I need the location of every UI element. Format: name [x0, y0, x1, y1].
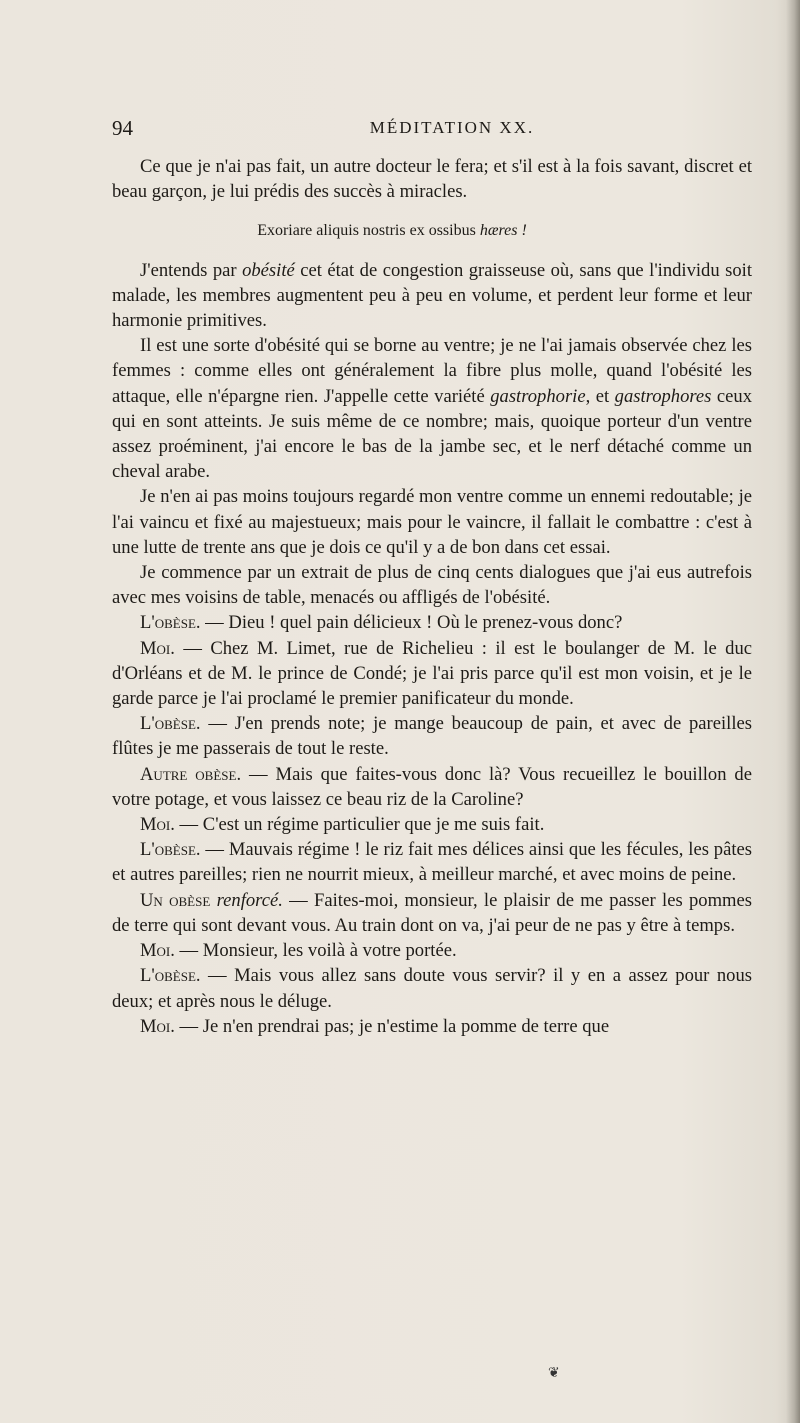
text-run: cet état de congestion graisseuse où, sans que l'individu soit malade, les membres augmentent peu à peu en volume, et perdent leur forme et leur harmonie primitives. [112, 259, 752, 332]
epigraph [112, 218, 752, 243]
dialogue-line [112, 711, 752, 761]
term-gastrophores: gastrophores [614, 385, 712, 407]
speaker: Un obèse [140, 889, 211, 911]
epigraph-text: Exoriare aliquis nostris ex ossibus [257, 222, 480, 240]
speaker: Moi. [140, 940, 175, 962]
text-run: Il est une sorte d'obésité qui se borne au ventre; je ne l'ai jamais observée chez les femmes : comme elles ont généralement la fibre plus molle, quand l'obésité les attaque, elle n'épargne rien. J'appelle cette variété [112, 335, 752, 407]
dialogue-text: — Mauvais régime ! le riz fait mes délices ainsi que les fécules, les pâtes et autres pareilles; rien ne nourrit mieux, à meilleur marché, et avec moins de peine. [112, 839, 752, 886]
term-obesite: obésité [242, 259, 295, 281]
text-run: , et [585, 385, 615, 407]
dialogue-text: — Faites-moi, monsieur, le plaisir de me passer les pommes de terre qui sont devant vous. Au train dont on va, j'ai peur de ne pas y être à temps. [112, 889, 752, 936]
dialogue-text: — C'est un régime particulier que je me suis fait. [174, 814, 545, 836]
speaker: Moi. [140, 637, 175, 659]
epigraph-italic: hæres ! [479, 222, 527, 240]
dialogue-line [112, 636, 752, 712]
text-run: J'entends par [140, 259, 243, 281]
paragraph [112, 258, 752, 334]
body-text [112, 154, 752, 1039]
dialogue-line [112, 762, 752, 812]
text-run: ceux qui en sont atteints. Je suis même de ce nombre; mais, quoique porteur d'un ventre assez proéminent, j'ai encore le bas de la jambe sec, et le nerf détaché comme un cheval arabe. [112, 385, 753, 483]
dialogue-line [112, 963, 752, 1013]
dialogue-line [112, 888, 752, 938]
dialogue-line [112, 837, 752, 887]
speaker: Moi. [140, 814, 175, 836]
page-header [112, 116, 752, 146]
term-gastrophorie: gastrophorie [490, 385, 586, 407]
speaker: L'obèse. [140, 612, 201, 634]
page-edge-shadow [786, 0, 800, 1423]
paragraph: Je commence par un extrait de plus de cinq cents dialogues que j'ai eus autrefois avec mes voisins de table, menacés ou affligés de l'obésité. [112, 562, 752, 609]
dialogue-line [112, 938, 752, 963]
dialogue-line [112, 1014, 752, 1039]
speaker: L'obèse. [140, 839, 201, 861]
speaker-suffix: renforcé. [210, 889, 283, 911]
dialogue-line [112, 812, 752, 837]
dialogue-text: — J'en prends note; je mange beaucoup de pain, et avec de pareilles flûtes je me passerais de tout le reste. [112, 713, 752, 760]
running-head: MÉDITATION XX. [369, 118, 535, 137]
page-number: 94 [112, 116, 133, 140]
dialogue [112, 610, 752, 1038]
dialogue-text: — Mais vous allez sans doute vous servir? il y en a assez pour nous deux; et après nous le déluge. [112, 965, 752, 1012]
speaker: Autre obèse. [140, 763, 242, 785]
dialogue-text: — Monsieur, les voilà à votre portée. [174, 940, 457, 962]
ink-spot-icon: ❦ [548, 1366, 560, 1381]
paragraph: Ce que je n'ai pas fait, un autre docteur le fera; et s'il est à la fois savant, discret et beau garçon, je lui prédis des succès à miracles. [112, 156, 752, 203]
paragraph [112, 333, 752, 484]
speaker: Moi. [140, 1015, 175, 1037]
speaker: L'obèse. [140, 965, 201, 987]
paragraph: Je n'en ai pas moins toujours regardé mon ventre comme un ennemi redoutable; je l'ai vaincu et fixé au majestueux; mais pour le vaincre, il fallait le combattre : c'est à une lutte de trente ans que je dois ce qu'il y a de bon dans cet essai. [112, 486, 752, 558]
dialogue-text: — Mais que faites-vous donc là? Vous recueillez le bouillon de votre potage, et vous laissez ce beau riz de la Caroline? [112, 763, 752, 810]
dialogue-line [112, 610, 752, 635]
dialogue-text: — Dieu ! quel pain délicieux ! Où le prenez-vous donc? [200, 612, 623, 634]
speaker: L'obèse. [140, 713, 201, 735]
dialogue-text: — Je n'en prendrai pas; je n'estime la pomme de terre que [174, 1015, 610, 1037]
dialogue-text: — Chez M. Limet, rue de Richelieu : il est le boulanger de M. le duc d'Orléans et de M. le prince de Condé; je l'ai pris parce qu'il est mon voisin, et je le garde parce je l'ai proclamé le premier panificateur du monde. [112, 637, 752, 710]
